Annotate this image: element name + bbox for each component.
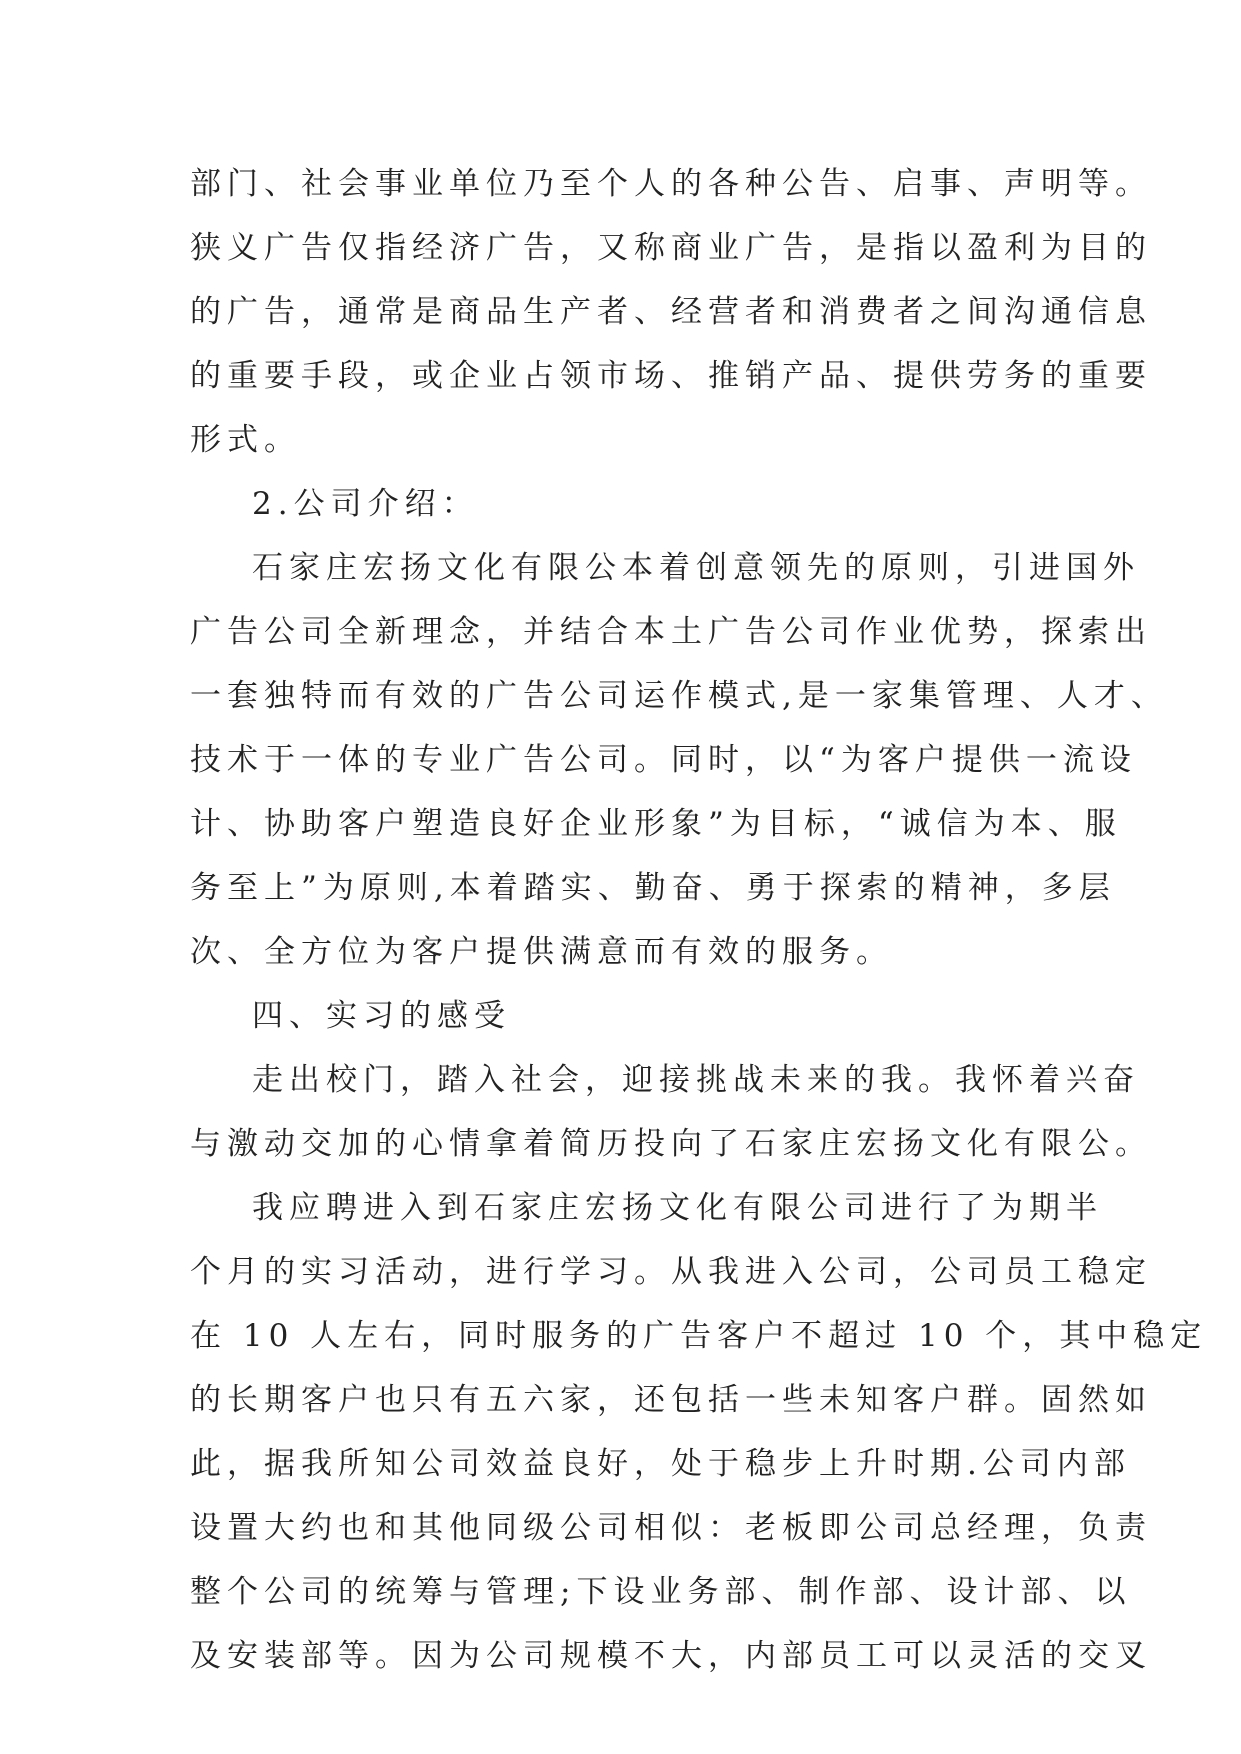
text-line: 石家庄宏扬文化有限公本着创意领先的原则，引进国外	[252, 550, 1140, 586]
text-line: 狭义广告仅指经济广告，又称商业广告，是指以盈利为目的	[190, 230, 1152, 266]
text-line: 此，据我所知公司效益良好，处于稳步上升时期.公司内部	[190, 1446, 1131, 1482]
text-line: 走出校门，踏入社会，迎接挑战未来的我。我怀着兴奋	[252, 1062, 1140, 1098]
text-line: 的长期客户也只有五六家，还包括一些未知客户群。固然如	[190, 1382, 1152, 1418]
text-line: 形式。	[190, 422, 301, 458]
text-line: 设置大约也和其他同级公司相似：老板即公司总经理，负责	[190, 1510, 1152, 1546]
text-line: 务至上”为原则,本着踏实、勤奋、勇于探索的精神，多层	[190, 870, 1116, 906]
text-line: 及安装部等。因为公司规模不大，内部员工可以灵活的交叉	[190, 1638, 1152, 1674]
text-line: 计、协助客户塑造良好企业形象”为目标，“诚信为本、服	[190, 806, 1122, 842]
text-line: 我应聘进入到石家庄宏扬文化有限公司进行了为期半	[252, 1190, 1103, 1226]
document-body	[190, 152, 1208, 1688]
text-line: 部门、社会事业单位乃至个人的各种公告、启事、声明等。	[190, 166, 1152, 202]
section-heading: 四、实习的感受	[252, 998, 511, 1034]
text-line: 个月的实习活动，进行学习。从我进入公司，公司员工稳定	[190, 1254, 1152, 1290]
text-line: 的广告，通常是商品生产者、经营者和消费者之间沟通信息	[190, 294, 1152, 330]
text-line: 在 10 人左右，同时服务的广告客户不超过 10 个，其中稳定	[190, 1318, 1208, 1354]
text-line: 广告公司全新理念，并结合本土广告公司作业优势，探索出	[190, 614, 1152, 650]
text-line: 一套独特而有效的广告公司运作模式,是一家集管理、人才、	[190, 678, 1168, 714]
section-heading: 2.公司介绍：	[252, 486, 479, 522]
text-line: 次、全方位为客户提供满意而有效的服务。	[190, 934, 893, 970]
text-line: 与激动交加的心情拿着简历投向了石家庄宏扬文化有限公。	[190, 1126, 1152, 1162]
text-line: 整个公司的统筹与管理;下设业务部、制作部、设计部、以	[190, 1574, 1132, 1610]
text-line: 的重要手段，或企业占领市场、推销产品、提供劳务的重要	[190, 358, 1152, 394]
text-line: 技术于一体的专业广告公司。同时，以“为客户提供一流设	[190, 742, 1137, 778]
